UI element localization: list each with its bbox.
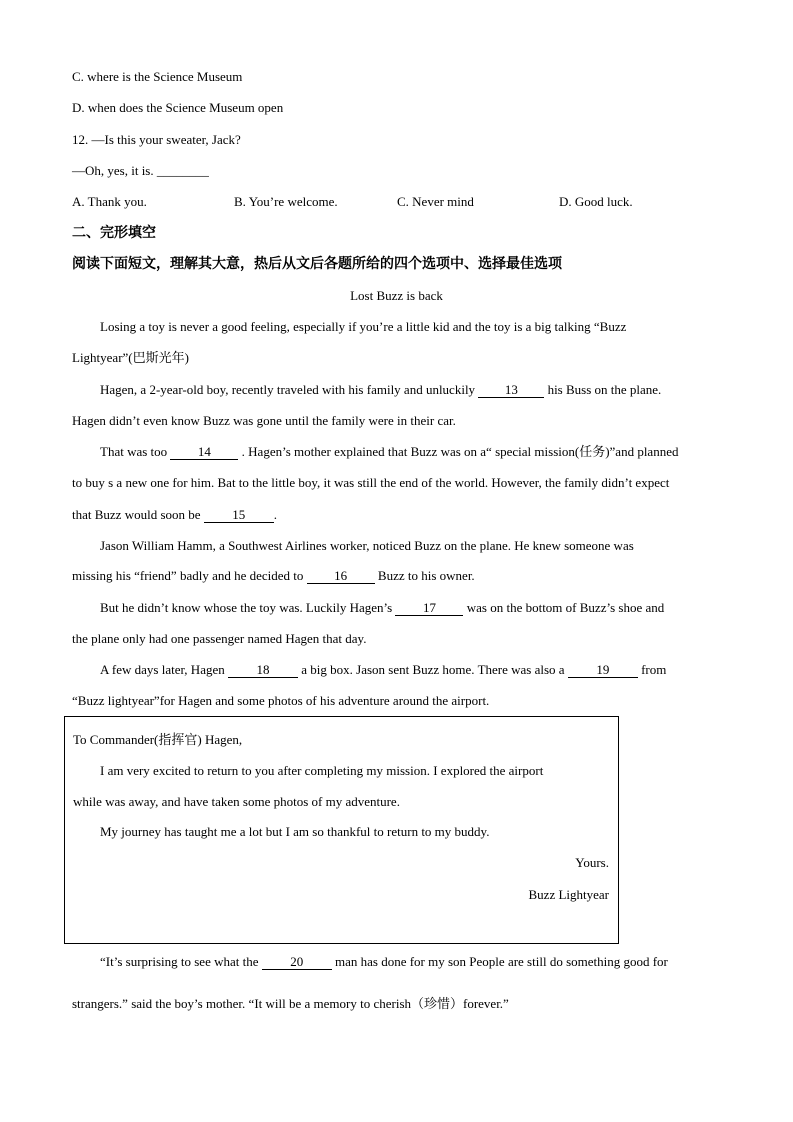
- paragraph-3-line-2: to buy s a new one for him. Bat to the little boy, it was still the end of the world. However, the family didn’t expect: [72, 475, 670, 490]
- letter-closing: Yours.: [575, 855, 609, 870]
- text: from: [637, 662, 667, 677]
- section-heading: 二、完形填空: [72, 225, 156, 241]
- text: That was too: [100, 444, 171, 459]
- text: a big box. Jason sent Buzz home. There was also a: [298, 662, 568, 677]
- paragraph-3-line-1: [100, 444, 678, 460]
- text: that Buzz would soon be: [72, 507, 204, 522]
- q12-option-c: C. Never mind: [397, 194, 474, 209]
- letter-greeting: To Commander(指挥官) Hagen,: [73, 732, 243, 747]
- question-12-answer-line: —Oh, yes, it is. ________: [72, 163, 209, 178]
- option-d-prev: D. when does the Science Museum open: [72, 100, 284, 115]
- text: .: [273, 507, 278, 522]
- text: Buzz to his owner.: [374, 568, 475, 583]
- letter-line-2: while was away, and have taken some photos of my adventure.: [73, 794, 400, 809]
- section-instruction: 阅读下面短文，理解其大意，热后从文后各题所给的四个选项中、选择最佳选项: [72, 256, 562, 272]
- blank-20: 20: [262, 955, 332, 970]
- paragraph-7-line-1: [100, 954, 668, 970]
- text: But he didn’t know whose the toy was. Luckily Hagen’s: [100, 600, 396, 615]
- paragraph-5-line-2: the plane only had one passenger named Hagen that day.: [72, 631, 367, 646]
- text: . Hagen’s mother explained that Buzz was on a“ special mission(任务)”and planned: [238, 444, 679, 459]
- paragraph-6-line-1: [100, 662, 666, 678]
- paragraph-3-line-3: [72, 507, 277, 523]
- blank-16: 16: [307, 569, 375, 584]
- text: missing his “friend” badly and he decided to: [72, 568, 307, 583]
- text: Hagen, a 2-year-old boy, recently traveled with his family and unluckily: [100, 382, 479, 397]
- text: A few days later, Hagen: [100, 662, 228, 677]
- paragraph-2-line-1: [100, 382, 661, 398]
- paragraph-4-line-1: Jason William Hamm, a Southwest Airlines worker, noticed Buzz on the plane. He knew someone was: [100, 538, 634, 553]
- blank-19: 19: [568, 663, 638, 678]
- paragraph-7-line-2: strangers.” said the boy’s mother. “It will be a memory to cherish（珍惜）forever.”: [72, 996, 509, 1011]
- letter-box: [64, 716, 619, 944]
- paragraph-4-line-2: [72, 568, 475, 584]
- blank-13: 13: [478, 383, 544, 398]
- passage-title: Lost Buzz is back: [350, 288, 443, 303]
- letter-line-3: My journey has taught me a lot but I am so thankful to return to my buddy.: [100, 824, 490, 839]
- letter-line-1: I am very excited to return to you after completing my mission. I explored the airport: [100, 763, 544, 778]
- option-c-prev: C. where is the Science Museum: [72, 69, 243, 84]
- q12-option-a: A. Thank you.: [72, 194, 147, 209]
- letter-signature: Buzz Lightyear: [528, 887, 609, 902]
- blank-18: 18: [228, 663, 298, 678]
- blank-17: 17: [395, 601, 463, 616]
- text: “It’s surprising to see what the: [100, 954, 262, 969]
- paragraph-2-line-2: Hagen didn’t even know Buzz was gone until the family were in their car.: [72, 413, 456, 428]
- text: man has done for my son People are still do something good for: [331, 954, 668, 969]
- q12-option-d: D. Good luck.: [559, 194, 633, 209]
- text: was on the bottom of Buzz’s shoe and: [463, 600, 665, 615]
- paragraph-5-line-1: [100, 600, 664, 616]
- q12-option-b: B. You’re welcome.: [234, 194, 338, 209]
- text: his Buss on the plane.: [544, 382, 662, 397]
- paragraph-1-line-2: Lightyear”(巴斯光年): [72, 350, 189, 365]
- paragraph-1-line-1: Losing a toy is never a good feeling, especially if you’re a little kid and the toy is a big talking “Buzz: [100, 319, 627, 334]
- paragraph-6-line-2: “Buzz lightyear”for Hagen and some photos of his adventure around the airport.: [72, 693, 490, 708]
- blank-15: 15: [204, 508, 274, 523]
- question-12: 12. —Is this your sweater, Jack?: [72, 132, 241, 147]
- blank-14: 14: [170, 445, 238, 460]
